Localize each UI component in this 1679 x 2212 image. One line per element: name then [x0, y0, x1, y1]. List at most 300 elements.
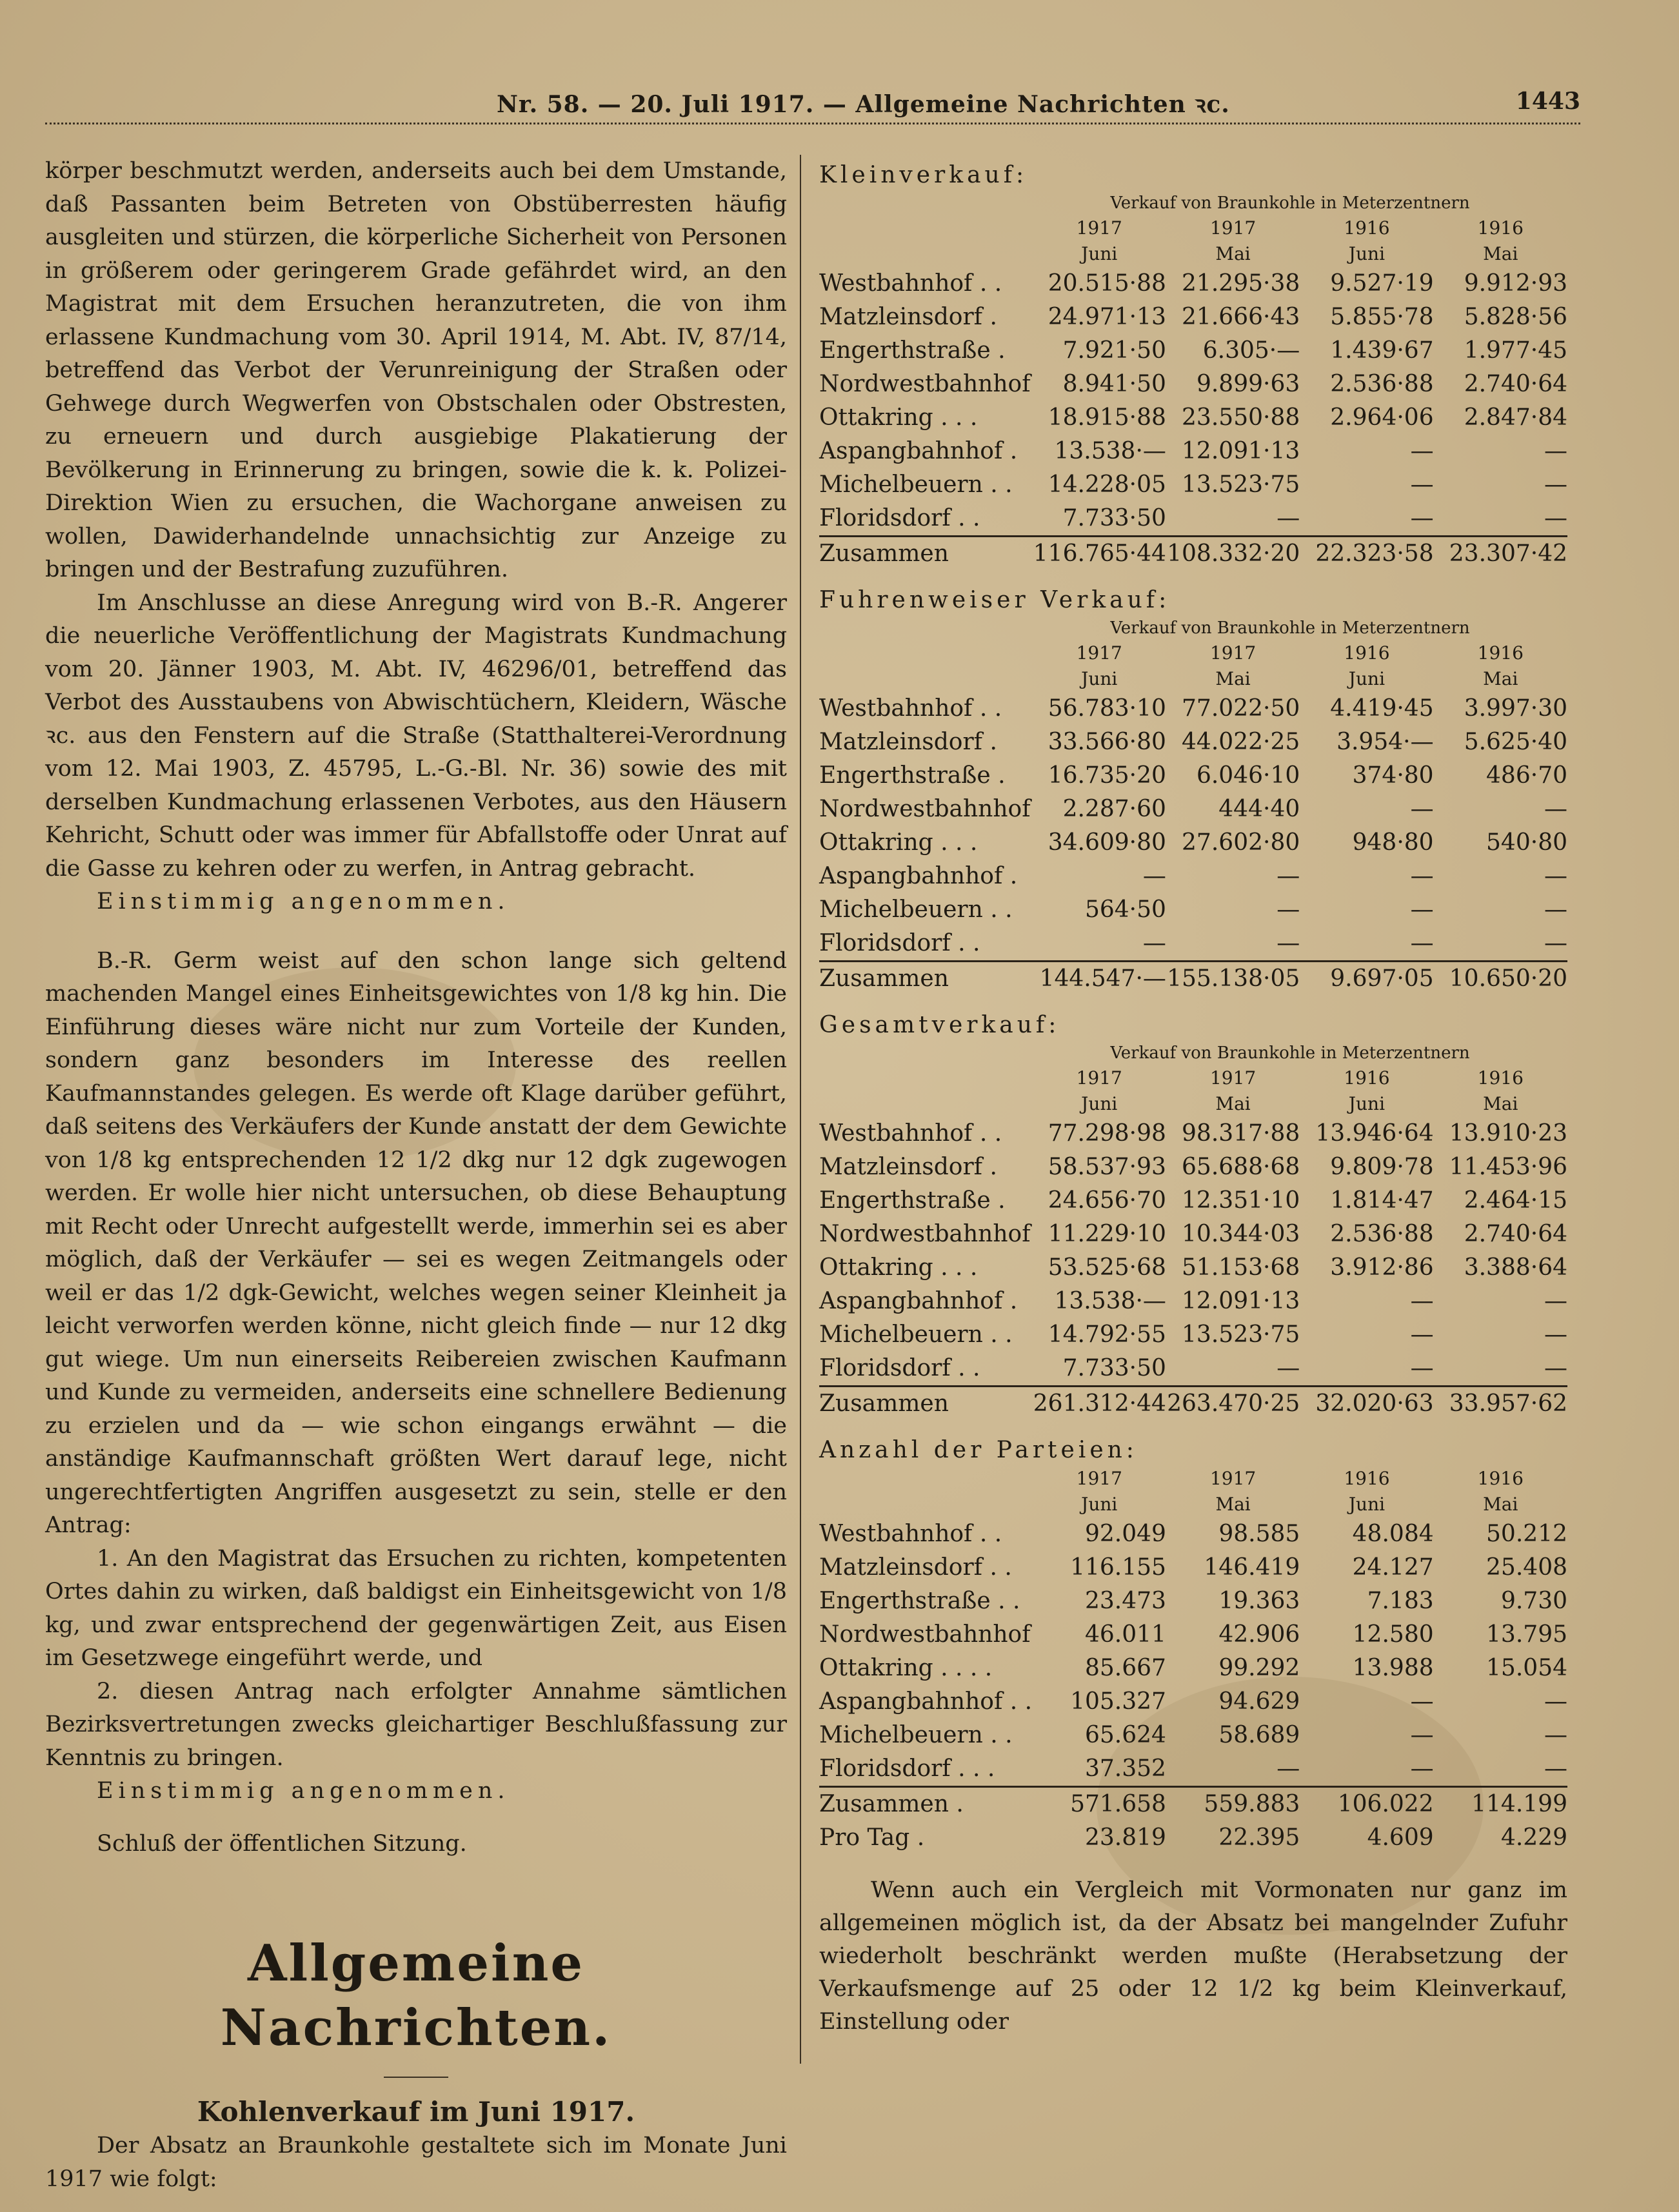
- cell-value: —: [1277, 505, 1300, 531]
- table-row: [819, 334, 1567, 368]
- cell-value: 13.538·—: [1054, 438, 1166, 464]
- cell-value: 56.783·10: [1048, 695, 1166, 722]
- cell-value: 11.453·96: [1449, 1154, 1567, 1180]
- column-header-month: Mai: [1483, 1494, 1518, 1515]
- cell-value: 2.287·60: [1062, 796, 1166, 822]
- row-label: Ottakring . . .: [819, 829, 978, 856]
- cell-value: 13.910·23: [1449, 1120, 1567, 1147]
- table-row: [819, 1352, 1567, 1387]
- table-row: [819, 1551, 1567, 1585]
- cell-value: —: [1410, 1321, 1434, 1348]
- column-header-year: 1917: [1076, 1468, 1122, 1489]
- header-cell-empty: [819, 241, 1033, 267]
- cell-value: 116.155: [1070, 1554, 1166, 1581]
- cell-value: 4.229: [1500, 1824, 1567, 1851]
- cell-value: 22.395: [1218, 1824, 1300, 1851]
- cell-value: —: [1544, 1321, 1567, 1348]
- row-label: Aspangbahnhof .: [819, 1288, 1018, 1314]
- column-header-year: 1916: [1344, 217, 1390, 239]
- spacer: [45, 919, 787, 945]
- cell-value: 14.792·55: [1048, 1321, 1166, 1348]
- column-header-year: 1917: [1209, 217, 1257, 239]
- cell-value: 12.091·13: [1182, 1288, 1300, 1314]
- table-row: [819, 1585, 1567, 1618]
- table-row: [819, 893, 1567, 927]
- data-table: [819, 1065, 1567, 1421]
- cell-value: —: [1544, 863, 1567, 889]
- cell-value: 98.317·88: [1182, 1120, 1300, 1147]
- cell-value: 7.733·50: [1062, 1355, 1166, 1381]
- cell-value: —: [1410, 1722, 1434, 1748]
- cell-value: —: [1410, 1355, 1434, 1381]
- data-table: [819, 215, 1567, 571]
- row-label: Westbahnhof . .: [819, 1120, 1002, 1147]
- cell-value: —: [1277, 930, 1300, 956]
- table-row: [819, 1218, 1567, 1251]
- cell-value: 2.740·64: [1464, 371, 1567, 397]
- row-label: Floridsdorf . .: [819, 505, 980, 531]
- table-row: [819, 502, 1567, 537]
- column-header-year: 1916: [1344, 1468, 1390, 1489]
- cell-value: 6.305·—: [1202, 337, 1300, 364]
- cell-value: 10.344·03: [1182, 1221, 1300, 1247]
- row-label: Floridsdorf . .: [819, 1355, 980, 1381]
- cell-value: —: [1544, 1688, 1567, 1715]
- cell-value: 98.585: [1218, 1521, 1300, 1547]
- table-title: Gesamtverkauf:: [819, 1012, 1060, 1038]
- cell-value: 44.022·25: [1182, 729, 1300, 755]
- cell-value: 51.153·68: [1182, 1254, 1300, 1281]
- cell-value: —: [1544, 438, 1567, 464]
- cell-value: 146.419: [1204, 1554, 1300, 1581]
- column-header-year: 1917: [1209, 1067, 1257, 1089]
- cell-value: 13.795: [1486, 1621, 1567, 1648]
- header-row: [819, 1065, 1567, 1091]
- cell-value: 540·80: [1486, 829, 1567, 856]
- cell-value: —: [1277, 1755, 1300, 1782]
- cell-value: —: [1544, 1722, 1567, 1748]
- cell-value: 13.946·64: [1315, 1120, 1434, 1147]
- row-label: Michelbeuern . .: [819, 471, 1013, 498]
- cell-value: 23.307·42: [1434, 537, 1567, 571]
- cell-value: 13.523·75: [1182, 1321, 1300, 1348]
- column-header-year: 1916: [1477, 642, 1524, 664]
- cell-value: 2.847·84: [1464, 404, 1567, 431]
- header-cell-empty: [819, 215, 1033, 241]
- page-number: 1443: [1515, 88, 1580, 115]
- column-header-year: 1917: [1076, 642, 1122, 664]
- cell-value: 37.352: [1084, 1755, 1166, 1782]
- cell-value: 2.536·88: [1330, 1221, 1434, 1247]
- cell-value: 22.323·58: [1300, 537, 1433, 571]
- cell-value: 99.292: [1218, 1655, 1300, 1681]
- table-row: [819, 267, 1567, 301]
- table-row: [819, 468, 1567, 502]
- total-row: [819, 962, 1567, 996]
- column-header-year: 1917: [1076, 1067, 1122, 1089]
- paragraph: Wenn auch ein Vergleich mit Vormonaten nur ganz im allgemeinen möglich ist, da der Absatz bei mangelnder Zufuhr wiederholt beschränkt werden mußte (Herabsetzung der Verkaufsmenge auf 25 oder 12 1/2 kg beim Kleinverkauf, Einstellung oder: [819, 1877, 1567, 2035]
- cell-value: —: [1410, 796, 1434, 822]
- table-row: [819, 1752, 1567, 1787]
- column-header-year: 1917: [1076, 217, 1122, 239]
- column-header-month: Juni: [1081, 1093, 1118, 1114]
- row-label: Aspangbahnhof .: [819, 863, 1018, 889]
- column-header-month: Mai: [1215, 668, 1251, 689]
- cell-value: 24.656·70: [1048, 1187, 1166, 1214]
- cell-value: 3.388·64: [1464, 1254, 1567, 1281]
- row-label: Nordwestbahnhof: [819, 1221, 1031, 1247]
- title-rule: [384, 2077, 448, 2078]
- cell-value: —: [1544, 796, 1567, 822]
- table-row: [819, 927, 1567, 962]
- cell-value: 116.765·44: [1033, 537, 1166, 571]
- cell-value: 85.667: [1084, 1655, 1166, 1681]
- cell-value: 13.988: [1352, 1655, 1434, 1681]
- column-header-month: Mai: [1483, 243, 1518, 264]
- table-row: [819, 1719, 1567, 1752]
- cell-value: —: [1410, 930, 1434, 956]
- row-label: Michelbeuern . .: [819, 1722, 1013, 1748]
- article-title: Kohlenverkauf im Juni 1917.: [197, 2096, 635, 2128]
- cell-value: —: [1410, 1755, 1434, 1782]
- cell-value: 261.312·44: [1033, 1387, 1166, 1421]
- row-label: Matzleinsdorf .: [819, 304, 997, 330]
- cell-value: 65.688·68: [1182, 1154, 1300, 1180]
- cell-value: 2.536·88: [1330, 371, 1434, 397]
- cell-value: —: [1544, 1355, 1567, 1381]
- column-divider: [800, 155, 801, 2064]
- row-label: Ottakring . . . .: [819, 1655, 993, 1681]
- cell-value: —: [1544, 1755, 1567, 1782]
- column-header-month: Juni: [1081, 668, 1118, 689]
- column-header-month: Mai: [1215, 1093, 1251, 1114]
- row-label: Floridsdorf . .: [819, 930, 980, 956]
- cell-value: 12.580: [1352, 1621, 1434, 1648]
- row-label: Westbahnhof . .: [819, 270, 1002, 297]
- cell-value: —: [1410, 1288, 1434, 1314]
- cell-value: 42.906: [1218, 1621, 1300, 1648]
- table-t1: [819, 160, 1567, 571]
- cell-value: 16.735·20: [1048, 762, 1166, 789]
- row-label: Zusammen: [819, 962, 1033, 996]
- cell-value: 3.997·30: [1464, 695, 1567, 722]
- cell-value: 10.650·20: [1434, 962, 1567, 996]
- cell-value: 7.921·50: [1062, 337, 1166, 364]
- row-label: Zusammen: [819, 1387, 1033, 1421]
- cell-value: 948·80: [1352, 829, 1434, 856]
- column-header-month: Mai: [1215, 1494, 1251, 1515]
- column-header-month: Juni: [1081, 243, 1118, 264]
- cell-value: 105.327: [1070, 1688, 1166, 1715]
- cell-value: —: [1410, 1688, 1434, 1715]
- per-day-row: [819, 1821, 1567, 1855]
- cell-value: 13.538·—: [1054, 1288, 1166, 1314]
- header-row: [819, 1466, 1567, 1492]
- row-label: Westbahnhof . .: [819, 1521, 1002, 1547]
- row-label: Nordwestbahnhof: [819, 1621, 1031, 1648]
- cell-value: 50.212: [1486, 1521, 1567, 1547]
- cell-value: 1.977·45: [1464, 337, 1567, 364]
- column-header-year: 1916: [1477, 217, 1524, 239]
- column-header-month: Juni: [1081, 1494, 1118, 1515]
- cell-value: 15.054: [1486, 1655, 1567, 1681]
- table-title: Anzahl der Parteien:: [819, 1437, 1138, 1463]
- row-label: Pro Tag .: [819, 1824, 925, 1851]
- cell-value: 19.363: [1218, 1588, 1300, 1614]
- table-row: [819, 1184, 1567, 1218]
- cell-value: 559.883: [1166, 1787, 1300, 1822]
- cell-value: 114.199: [1434, 1787, 1567, 1822]
- row-label: Aspangbahnhof .: [819, 438, 1018, 464]
- cell-value: 564·50: [1084, 896, 1166, 923]
- row-label: Ottakring . . .: [819, 404, 978, 431]
- header-cell-empty: [819, 666, 1033, 692]
- table-row: [819, 759, 1567, 793]
- column-header-month: Mai: [1215, 243, 1251, 264]
- cell-value: 94.629: [1218, 1688, 1300, 1715]
- cell-value: 5.625·40: [1464, 729, 1567, 755]
- row-label: Matzleinsdorf . .: [819, 1554, 1012, 1581]
- total-row: [819, 1387, 1567, 1421]
- column-header-year: 1916: [1477, 1067, 1524, 1089]
- cell-value: 13.523·75: [1182, 471, 1300, 498]
- row-label: Michelbeuern . .: [819, 896, 1013, 923]
- paragraph: B.-R. Germ weist auf den schon lange sich geltend machenden Mangel eines Einheitsgewichtes von 1/8 kg hin. Die Einführung dieses wäre nicht nur zum Vorteile der Kunden, sondern ganz besonders im Interesse des reellen Kaufmannstandes gelegen. Es werde oft Klage darüber geführt, daß seitens des Verkäufers der Kunde anstatt der dem Gewichte von 1/8 kg entsprechenden 12 1/2 dkg nur 12 dgk zugewogen werden. Er wolle hier nicht untersuchen, ob diese Behauptung mit Recht oder Unrecht aufgestellt werde, immerhin sei es aber möglich, daß der Verkäufer — sei es wegen Zeitmangels oder weil er das 1/2 dgk-Gewicht, welches wegen seiner Kleinheit ja leicht verworfen werden könne, nicht gleich finde — nur 12 dkg gut wiege. Um nun einerseits Reibereien zwischen Kaufmann und Kunde zu vermeiden, anderseits eine schnellere Bedienung zu erzielen und da — wie schon eingangs erwähnt — die anständige Kaufmannschaft größten Wert darauf lege, nicht ungerechtfertigten Angriffen ausgesetzt zu sein, stelle er den Antrag:: [45, 947, 787, 1538]
- cell-value: —: [1544, 471, 1567, 498]
- row-label: Zusammen .: [819, 1787, 1033, 1822]
- cell-value: 21.295·38: [1182, 270, 1300, 297]
- cell-value: 1.439·67: [1330, 337, 1434, 364]
- header-cell-empty: [819, 1466, 1033, 1492]
- row-label: Ottakring . . .: [819, 1254, 978, 1281]
- table-row: [819, 692, 1567, 726]
- tables-container: [819, 160, 1567, 1855]
- cell-value: 77.022·50: [1182, 695, 1300, 722]
- column-header-month: Mai: [1483, 1093, 1518, 1114]
- row-label: Zusammen: [819, 537, 1033, 571]
- cell-value: —: [1410, 471, 1434, 498]
- table-t2: [819, 585, 1567, 996]
- paragraph: Der Absatz an Braunkohle gestaltete sich im Monate Juni 1917 wie folgt:: [45, 2133, 787, 2192]
- column-header-year: 1916: [1344, 642, 1390, 664]
- table-row: [819, 301, 1567, 334]
- cell-value: 12.351·10: [1182, 1187, 1300, 1214]
- table-row: [819, 1318, 1567, 1352]
- cell-value: 1.814·47: [1330, 1187, 1434, 1214]
- left-column: [45, 155, 787, 2192]
- table-row: [819, 1618, 1567, 1652]
- row-label: Engerthstraße .: [819, 762, 1006, 789]
- header-cell-empty: [819, 1492, 1033, 1517]
- cell-value: —: [1410, 896, 1434, 923]
- column-header-year: 1916: [1477, 1468, 1524, 1489]
- table-row: [819, 1251, 1567, 1285]
- cell-value: —: [1142, 863, 1166, 889]
- paragraph: körper beschmutzt werden, anderseits auch bei dem Umstande, daß Passanten beim Betreten von Obstüberresten häufig ausgleiten und stürzen, die körperliche Sicherheit von Personen in größerem oder geringerem Grade gefährdet wird, an den Magistrat mit dem Ersuchen heranzutreten, die von ihm erlassene Kundmachung vom 30. April 1914, M. Abt. IV, 87/14, betreffend das Verbot der Verunreinigung der Straßen oder Gehwege durch Wegwerfen von Obstschalen oder Obstresten, zu erneuern und durch ausgiebige Plakatierung der Bevölkerung in Erinnerung zu bringen, sowie die k. k. Polizei-Direktion Wien zu ersuchen, die Wachorgane anweisen zu wollen, Dawiderhandelnde unnachsichtig zur Anzeige zu bringen und der Bestrafung zuzuführen.: [45, 158, 787, 582]
- row-label: Nordwestbahnhof: [819, 796, 1031, 822]
- cell-value: 9.730: [1500, 1588, 1567, 1614]
- table-row: [819, 793, 1567, 826]
- cell-value: 32.020·63: [1300, 1387, 1433, 1421]
- header-cell-empty: [819, 1065, 1033, 1091]
- table-row: [819, 1117, 1567, 1150]
- cell-value: 23.473: [1084, 1588, 1166, 1614]
- cell-value: 5.855·78: [1330, 304, 1434, 330]
- row-label: Matzleinsdorf .: [819, 729, 997, 755]
- header-row: [819, 1091, 1567, 1117]
- paragraph: 2. diesen Antrag nach erfolgter Annahme sämtlichen Bezirksvertretungen zwecks gleichartiger Beschlußfassung zur Kenntnis zu bringen.: [45, 1678, 787, 1771]
- cell-value: 9.809·78: [1330, 1154, 1434, 1180]
- column-header-year: 1917: [1209, 642, 1257, 664]
- table-row: [819, 368, 1567, 401]
- header-row: [819, 241, 1567, 267]
- cell-value: 92.049: [1084, 1521, 1166, 1547]
- cell-value: —: [1410, 505, 1434, 531]
- cell-value: —: [1277, 1355, 1300, 1381]
- cell-value: 3.912·86: [1330, 1254, 1434, 1281]
- cell-value: 9.912·93: [1464, 270, 1567, 297]
- table-caption: Verkauf von Braunkohle in Meterzentnern: [1110, 618, 1470, 638]
- data-table: [819, 1466, 1567, 1855]
- paragraph: Im Anschlusse an diese Anregung wird von B.-R. Angerer die neuerliche Veröffentlichung der Magistrats Kundmachung vom 20. Jänner 1903, M. Abt. IV, 46296/01, betreffend das Verbot des Ausstaubens von Abwischtüchern, Kleidern, Wäsche ꝛc. aus den Fenstern auf die Straße (Statthalterei-Verordnung vom 12. Mai 1903, Z. 45795, L.-G.-Bl. Nr. 36) sowie des mit derselben Kundmachung erlassenen Verbotes, aus den Häusern Kehricht, Schutt oder was immer für Abfallstoffe oder Unrat auf die Gasse zu kehren oder zu werfen, in Antrag gebracht.: [45, 589, 787, 882]
- cell-value: 58.689: [1218, 1722, 1300, 1748]
- row-label: Aspangbahnhof . .: [819, 1688, 1033, 1715]
- cell-value: —: [1544, 1288, 1567, 1314]
- section-title: Allgemeine Nachrichten.: [220, 1934, 612, 2057]
- header-row: [819, 215, 1567, 241]
- total-row: [819, 537, 1567, 571]
- cell-value: —: [1142, 930, 1166, 956]
- header-text: Nr. 58. — 20. Juli 1917. — Allgemeine Nachrichten ꝛc.: [497, 91, 1230, 118]
- cell-value: 65.624: [1084, 1722, 1166, 1748]
- cell-value: 27.602·80: [1182, 829, 1300, 856]
- table-row: [819, 726, 1567, 759]
- resolution-note: Einstimmig angenommen.: [97, 1778, 510, 1804]
- cell-value: 21.666·43: [1182, 304, 1300, 330]
- cell-value: —: [1544, 505, 1567, 531]
- table-row: [819, 1150, 1567, 1184]
- cell-value: 33.957·62: [1434, 1387, 1567, 1421]
- cell-value: 9.697·05: [1300, 962, 1433, 996]
- cell-value: 6.046·10: [1196, 762, 1300, 789]
- cell-value: 571.658: [1033, 1787, 1166, 1822]
- table-t4: [819, 1435, 1567, 1855]
- cell-value: 7.183: [1367, 1588, 1434, 1614]
- paragraph: 1. An den Magistrat das Ersuchen zu richten, kompetenten Ortes dahin zu wirken, daß baldigst ein Einheitsgewicht von 1/8 kg, und zwar entsprechend der gegenwärtigen Zeit, aus Eisen im Gesetzwege eingeführt werde, und: [45, 1545, 787, 1671]
- row-label: Engerthstraße .: [819, 1187, 1006, 1214]
- cell-value: 108.332·20: [1166, 537, 1300, 571]
- cell-value: 18.915·88: [1048, 404, 1166, 431]
- cell-value: 2.740·64: [1464, 1221, 1567, 1247]
- table-t3: [819, 1010, 1567, 1421]
- table-title: Kleinverkauf:: [819, 162, 1028, 188]
- data-table: [819, 640, 1567, 996]
- cell-value: 9.899·63: [1196, 371, 1300, 397]
- cell-value: —: [1277, 863, 1300, 889]
- table-row: [819, 1685, 1567, 1719]
- row-label: Engerthstraße .: [819, 337, 1006, 364]
- cell-value: 3.954·—: [1336, 729, 1434, 755]
- table-row: [819, 435, 1567, 468]
- cell-value: 4.609: [1367, 1824, 1434, 1851]
- cell-value: 486·70: [1486, 762, 1567, 789]
- row-label: Michelbeuern . .: [819, 1321, 1013, 1348]
- cell-value: —: [1544, 896, 1567, 923]
- cell-value: 58.537·93: [1048, 1154, 1166, 1180]
- row-label: Engerthstraße . .: [819, 1588, 1020, 1614]
- cell-value: 33.566·80: [1048, 729, 1166, 755]
- cell-value: 23.550·88: [1182, 404, 1300, 431]
- cell-value: 106.022: [1300, 1787, 1433, 1822]
- cell-value: 20.515·88: [1048, 270, 1166, 297]
- table-row: [819, 1285, 1567, 1318]
- cell-value: 24.127: [1352, 1554, 1434, 1581]
- cell-value: 2.964·06: [1330, 404, 1434, 431]
- table-caption: Verkauf von Braunkohle in Meterzentnern: [1110, 1043, 1470, 1063]
- cell-value: —: [1410, 438, 1434, 464]
- cell-value: —: [1277, 896, 1300, 923]
- cell-value: 12.091·13: [1182, 438, 1300, 464]
- closing-note: Schluß der öffentlichen Sitzung.: [97, 1830, 467, 1857]
- column-header-month: Juni: [1348, 243, 1386, 264]
- page-header: [45, 83, 1580, 128]
- table-caption: Verkauf von Braunkohle in Meterzentnern: [1110, 193, 1470, 213]
- table-row: [819, 826, 1567, 860]
- resolution-note: Einstimmig angenommen.: [97, 889, 510, 914]
- cell-value: 34.609·80: [1048, 829, 1166, 856]
- table-row: [819, 401, 1567, 435]
- cell-value: 263.470·25: [1166, 1387, 1300, 1421]
- row-label: Matzleinsdorf .: [819, 1154, 997, 1180]
- cell-value: 14.228·05: [1048, 471, 1166, 498]
- column-header-year: 1916: [1344, 1067, 1390, 1089]
- cell-value: 25.408: [1486, 1554, 1567, 1581]
- cell-value: 8.941·50: [1062, 371, 1166, 397]
- row-label: Westbahnhof . .: [819, 695, 1002, 722]
- cell-value: 9.527·19: [1330, 270, 1434, 297]
- header-cell-empty: [819, 1091, 1033, 1117]
- table-row: [819, 1652, 1567, 1685]
- right-column: [819, 155, 1567, 2089]
- header-cell-empty: [819, 640, 1033, 666]
- column-header-month: Juni: [1348, 668, 1386, 689]
- column-header-month: Mai: [1483, 668, 1518, 689]
- cell-value: 53.525·68: [1048, 1254, 1166, 1281]
- header-row: [819, 666, 1567, 692]
- cell-value: 155.138·05: [1166, 962, 1300, 996]
- cell-value: 374·80: [1352, 762, 1434, 789]
- cell-value: 11.229·10: [1048, 1221, 1166, 1247]
- column-header-month: Juni: [1348, 1494, 1386, 1515]
- cell-value: —: [1410, 863, 1434, 889]
- header-row: [819, 640, 1567, 666]
- cell-value: 2.464·15: [1464, 1187, 1567, 1214]
- table-row: [819, 1517, 1567, 1551]
- table-row: [819, 860, 1567, 893]
- cell-value: 23.819: [1084, 1824, 1166, 1851]
- header-rule: [45, 123, 1580, 127]
- cell-value: 5.828·56: [1464, 304, 1567, 330]
- column-header-year: 1917: [1209, 1468, 1257, 1489]
- cell-value: 24.971·13: [1048, 304, 1166, 330]
- cell-value: 46.011: [1084, 1621, 1166, 1648]
- table-title: Fuhrenweiser Verkauf:: [819, 587, 1171, 613]
- cell-value: 444·40: [1218, 796, 1300, 822]
- column-header-month: Juni: [1348, 1093, 1386, 1114]
- cell-value: 7.733·50: [1062, 505, 1166, 531]
- cell-value: —: [1544, 930, 1567, 956]
- row-label: Floridsdorf . . .: [819, 1755, 995, 1782]
